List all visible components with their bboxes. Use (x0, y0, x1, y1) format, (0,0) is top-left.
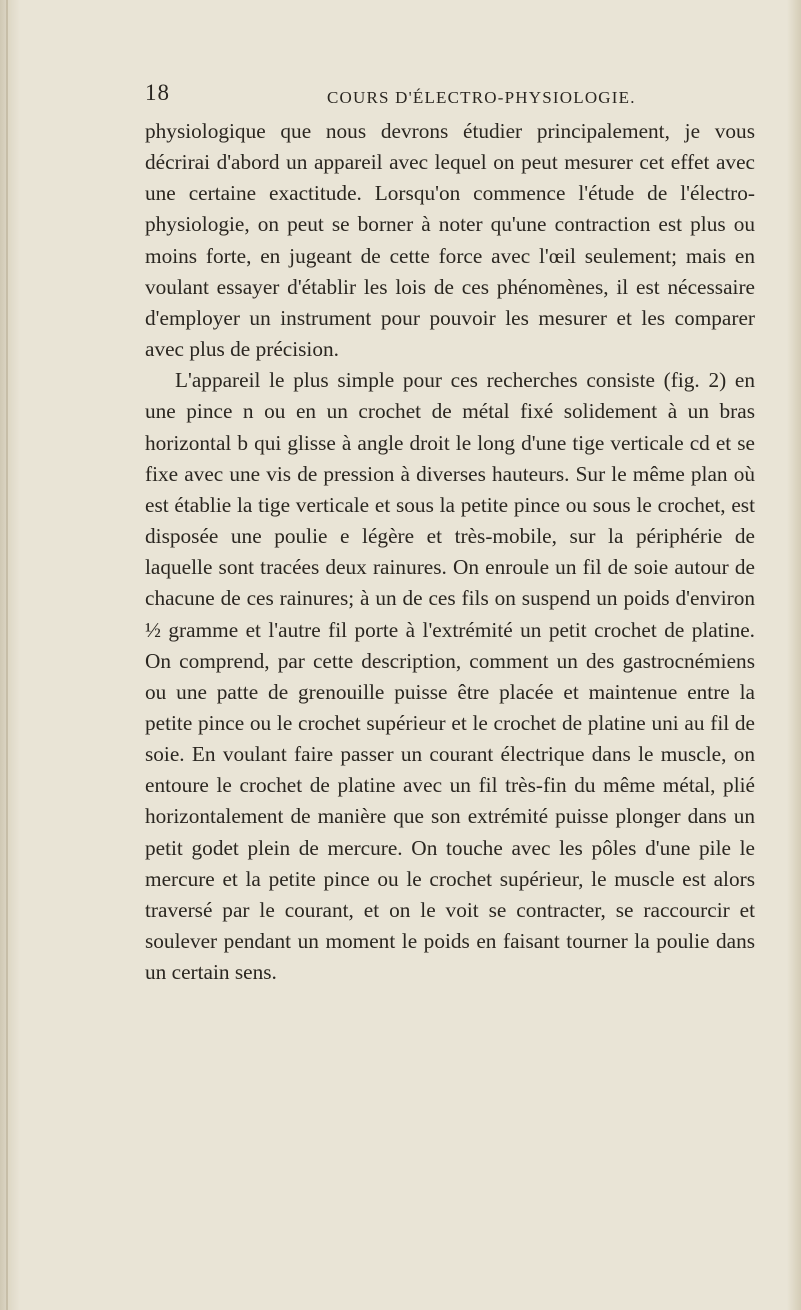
running-title: COURS D'ÉLECTRO-PHYSIOLOGIE. (327, 88, 636, 107)
book-page (145, 80, 755, 988)
page-edge-shadow (787, 0, 801, 1310)
running-head (145, 80, 755, 116)
page-number: 18 (145, 80, 170, 105)
book-spine-shadow (0, 0, 20, 1310)
paragraph-2: L'appareil le plus simple pour ces recherches consiste (fig. 2) en une pince n ou en un crochet de métal fixé solidement à un bras horizontal b qui glisse à angle droit le long d'une tige verticale cd et se fixe avec une vis de pression à diverses hauteurs. Sur le même plan où est établie la tige verticale et sous la petite pince ou sous le crochet, est disposée une poulie e légère et très-mobile, sur la périphérie de laquelle sont tracées deux rainures. On enroule un fil de soie autour de chacune de ces rainures; à un de ces fils on suspend un poids d'environ ½ gramme et l'autre fil porte à l'extrémité un petit crochet de platine. On comprend, par cette description, comment un des gastrocnémiens ou une patte de grenouille puisse être placée et maintenue entre la petite pince ou le crochet supérieur et le crochet de platine uni au fil de soie. En voulant faire passer un courant électrique dans le muscle, on entoure le crochet de platine avec un fil très-fin du même métal, plié horizontalement de manière que son extrémité puisse plonger dans un petit godet plein de mercure. On touche avec les pôles d'une pile le mercure et la petite pince ou le crochet supérieur, le muscle est alors traversé par le courant, et on le voit se contracter, se raccourcir et soulever pendant un moment le poids en faisant tourner la poulie dans un certain sens. (145, 368, 755, 985)
binding-line (6, 0, 8, 1310)
paragraph-1: physiologique que nous devrons étudier principalement, je vous décrirai d'abord un appareil avec lequel on peut mesurer cet effet avec une certaine exactitude. Lorsqu'on commence l'étude de l'électro-physiologie, on peut se borner à noter qu'une contraction est plus ou moins forte, en jugeant de cette force avec l'œil seulement; mais en voulant essayer d'établir les lois de ces phénomènes, il est nécessaire d'employer un instrument pour pouvoir les mesurer et les comparer avec plus de précision. (145, 119, 755, 362)
body-text (145, 116, 755, 988)
